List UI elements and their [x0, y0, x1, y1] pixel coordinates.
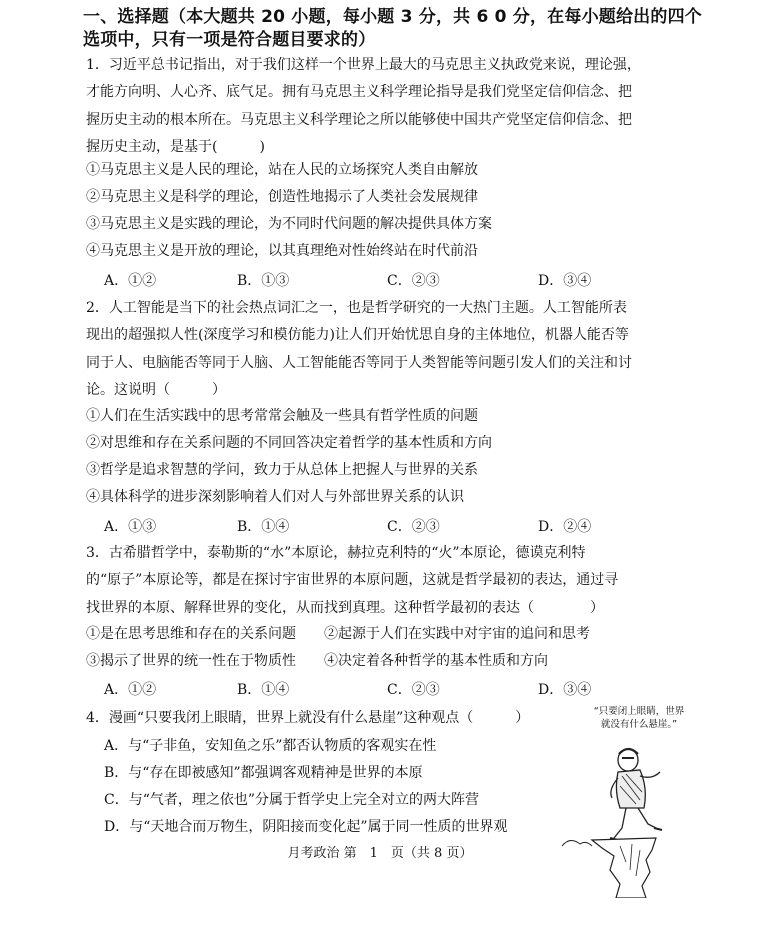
choice-a[interactable]: A．①③	[104, 519, 157, 535]
question-1-line: 握历史主动的根本所在。马克思主义科学理论之所以能够使中国共产党坚定信仰信念、把	[86, 111, 632, 128]
question-4-option-b[interactable]: B．与“存在即被感知”都强调客观精神是世界的本原	[104, 765, 423, 781]
question-1-stem	[86, 52, 718, 161]
question-3-line: 的“原子”本原论等，都是在探讨宇宙世界的本原问题，这就是哲学最初的表达，通过寻	[86, 572, 619, 589]
choice-b[interactable]: B．①④	[237, 519, 290, 535]
question-1-statement: ④马克思主义是开放的理论，以其真理绝对性始终站在时代前沿	[86, 243, 478, 259]
question-2-choices	[104, 516, 664, 538]
question-1-line: 才能方向明、人心齐、底气足。拥有马克思主义科学理论指导是我们党坚定信仰信念、把	[86, 84, 632, 101]
question-3-stem	[86, 540, 718, 622]
choice-d[interactable]: D．③④	[538, 273, 592, 289]
question-1-statement: ①马克思主义是人民的理论，站在人民的立场探究人类自由解放	[86, 162, 478, 178]
question-2-statement: ③哲学是追求智慧的学问，致力于从总体上把握人与世界的关系	[86, 462, 478, 478]
question-4-option-a[interactable]: A．与“子非鱼，安知鱼之乐”都否认物质的客观实在性	[104, 738, 437, 754]
choice-d[interactable]: D．②④	[538, 519, 592, 535]
choice-b[interactable]: B．①③	[237, 273, 290, 289]
cartoon-caption-line-1: “只要闭上眼睛，世界	[593, 706, 685, 717]
choice-b[interactable]: B．①④	[237, 682, 290, 698]
question-3-statement: ③揭示了世界的统一性在于物质性 ④决定着各种哲学的基本性质和方向	[86, 653, 548, 669]
question-1-choices	[104, 270, 664, 292]
question-3-line: 找世界的本原、解释世界的变化，从而找到真理。这种哲学最初的表达（ ）	[86, 599, 604, 616]
choice-c[interactable]: C．②③	[387, 519, 440, 535]
question-2-line: 现出的超强拟人性(深度学习和模仿能力)让人们开始忧思自身的主体地位，机器人能否等	[86, 327, 629, 344]
question-3-statement: ①是在思考思维和存在的关系问题 ②起源于人们在实践中对宇宙的追问和思考	[86, 626, 590, 642]
question-2-line: 论。这说明（ ）	[86, 381, 226, 398]
question-2-line: 同于人、电脑能否等同于人脑、人工智能能否等同于人类智能等问题引发人们的关注和讨	[86, 354, 632, 371]
question-1-line: 握历史主动，是基于( )	[86, 138, 265, 155]
section-heading	[83, 6, 723, 52]
question-2-statement: ②对思维和存在关系问题的不同回答决定着哲学的基本性质和方向	[86, 435, 492, 451]
choice-c[interactable]: C．②③	[387, 273, 440, 289]
question-4-stem: 4．漫画“只要我闭上眼睛，世界上就没有什么悬崖”这种观点（ ）	[86, 710, 530, 726]
question-2-statement: ④具体科学的进步深刻影响着人们对人与外部世界关系的认识	[86, 489, 464, 505]
question-1-statement: ②马克思主义是科学的理论，创造性地揭示了人类社会发展规律	[86, 189, 478, 205]
cartoon-caption-line-2: 就没有什么悬崖。”	[600, 719, 678, 730]
cartoon-figure	[610, 749, 662, 840]
section-heading-line-2: 选项中，只有一项是符合题目要求的）	[83, 30, 376, 50]
question-1-line: 1．习近平总书记指出，对于我们这样一个世界上最大的马克思主义执政党来说，理论强，	[86, 57, 641, 73]
question-2-line: 2．人工智能是当下的社会热点词汇之一，也是哲学研究的一大热门主题。人工智能所表	[86, 300, 627, 316]
question-4-option-c[interactable]: C．与“气者，理之依也”分属于哲学史上完全对立的两大阵营	[104, 792, 480, 808]
question-1-statement: ③马克思主义是实践的理论，为不同时代问题的解决提供具体方案	[86, 216, 492, 232]
question-3-choices	[104, 679, 664, 701]
section-heading-line-1: 一、选择题（本大题共 20 小题，每小题 3 分，共 6 0 分，在每小题给出的四个	[83, 7, 702, 27]
question-2-statement: ①人们在生活实践中的思考常常会触及一些具有哲学性质的问题	[86, 408, 478, 424]
page-footer: 月考政治 第 1 页（共 8 页）	[287, 846, 473, 861]
cartoon-drawing	[556, 700, 706, 898]
choice-d[interactable]: D．③④	[538, 682, 592, 698]
choice-c[interactable]: C．②③	[387, 682, 440, 698]
question-4-option-d[interactable]: D．与“天地合而万物生，阴阳接而变化起”属于同一性质的世界观	[104, 819, 508, 835]
choice-a[interactable]: A．①②	[104, 273, 157, 289]
choice-a[interactable]: A．①②	[104, 682, 157, 698]
question-2-stem	[86, 295, 718, 404]
question-3-line: 3．古希腊哲学中，泰勒斯的“水”本原论，赫拉克利特的“火”本原论，德谟克利特	[86, 545, 586, 561]
cartoon-illustration	[556, 700, 706, 898]
